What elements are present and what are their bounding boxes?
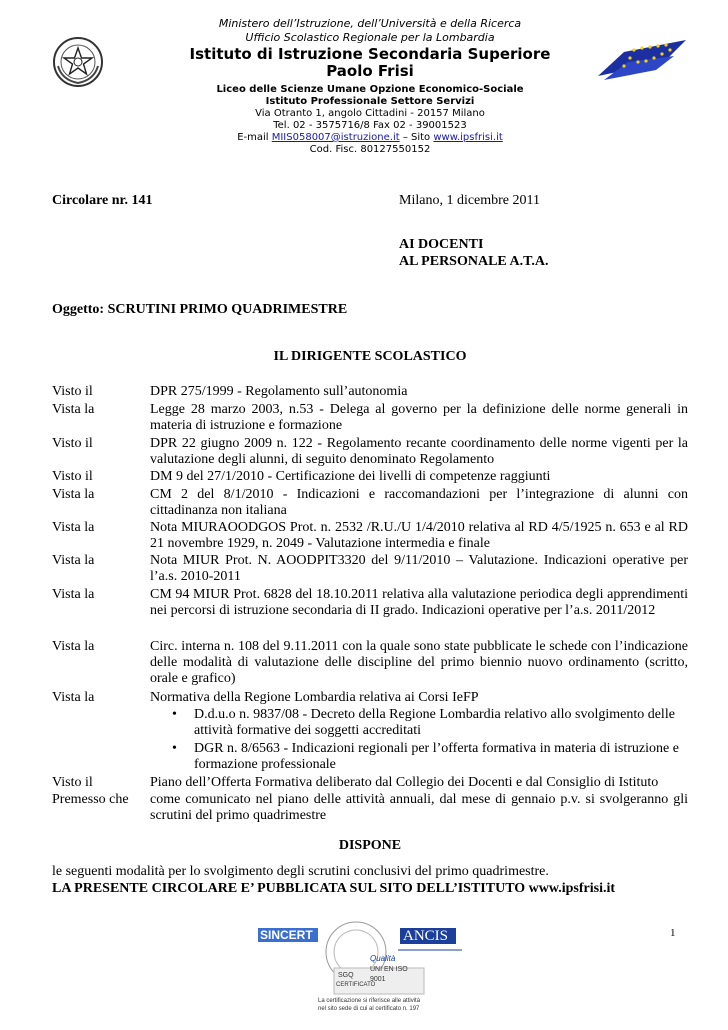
phone-line: Tel. 02 - 3575716/8 Fax 02 - 39001523 [273, 120, 467, 131]
iso-number: 9001 [370, 976, 386, 983]
entry-text: CM 2 del 8/1/2010 - Indicazioni e raccomandazioni per l’integrazione di alunni con cittadinanza non italiana [150, 487, 688, 518]
italian-republic-emblem-icon [52, 36, 104, 88]
uni-iso-label: UNI EN ISO [370, 966, 408, 973]
entry-label: Visto il [52, 436, 93, 451]
entry-text: DM 9 del 27/1/2010 - Certificazione dei livelli di competenze raggiunti [150, 469, 551, 484]
recipient-teachers: AI DOCENTI [399, 237, 484, 252]
quality-label: Qualità [370, 954, 396, 963]
institute-name: Istituto di Istruzione Secondaria Superiore [189, 45, 551, 63]
entry-label: Vista la [52, 639, 95, 654]
recipient-ata-staff: AL PERSONALE A.T.A. [399, 254, 549, 269]
entry-text: Piano dell’Offerta Formativa deliberato dal Collegio dei Docenti e dal Consiglio di Istituto [150, 775, 659, 790]
certification-note-2: nel sito sede di cui al certificato n. 197 [318, 1006, 420, 1012]
dispone-heading: DISPONE [338, 838, 402, 853]
entry-label: Premesso che [52, 792, 129, 807]
entry-text: come comunicato nel piano delle attività annuali, dal mese di gennaio p.v. si svolgeranno gli scrutini del primo quadrimestre [150, 792, 688, 823]
principal-heading: IL DIRIGENTE SCOLASTICO [273, 349, 467, 364]
entry-label: Vista la [52, 690, 95, 705]
entry-label: Vista la [52, 587, 95, 602]
address-line: Via Otranto 1, angolo Cittadini - 20157 Milano [255, 108, 485, 119]
professional-institute-line: Istituto Professionale Settore Servizi [265, 96, 475, 107]
sgq-label: SGQ [338, 972, 354, 979]
entry-label: Visto il [52, 775, 93, 790]
entry-label: Vista la [52, 402, 95, 417]
school-name: Paolo Frisi [326, 62, 414, 80]
entry-label: Vista la [52, 487, 95, 502]
sincert-label: SINCERT [260, 928, 313, 942]
bullet-icon: • [172, 741, 177, 756]
page-number: 1 [670, 927, 676, 939]
european-union-logo-icon [594, 36, 694, 84]
liceo-line: Liceo delle Scienze Umane Opzione Economico-Sociale [216, 84, 524, 95]
website-link[interactable]: www.ipsfrisi.it [433, 132, 503, 143]
entry-text: Nota MIURAOODGOS Prot. n. 2532 /R.U./U 1/4/2010 relativa al RD 4/5/1925 n. 653 e al RD 21 novembre 1929, n. 2049 - Valutazione intermedia e finale [150, 520, 688, 551]
email-label: E-mail [237, 132, 272, 143]
certified-label: CERTIFICATO [336, 982, 376, 988]
bullet-text: DGR n. 8/6563 - Indicazioni regionali per l’offerta formativa in materia di istruzione e formazione professionale [194, 741, 679, 772]
closing-text: le seguenti modalità per lo svolgimento degli scrutini conclusivi del primo quadrimestre. [52, 864, 549, 879]
ancis-label: ANCIS [403, 928, 449, 944]
certification-note-1: La certificazione si riferisce alle attività [318, 998, 421, 1004]
ministry-line: Ministero dell’Istruzione, dell’Università e della Ricerca [218, 17, 522, 30]
entry-text: Nota MIUR Prot. N. AOODPIT3320 del 9/11/2010 – Valutazione. Indicazioni operative per l’a.s. 2010-2011 [150, 553, 688, 584]
entry-text: DPR 22 giugno 2009 n. 122 - Regolamento recante coordinamento delle norme vigenti per la valutazione degli alunni, di seguito denominato Regolamento [150, 436, 688, 467]
email-link[interactable]: MIIS058007@istruzione.it [271, 132, 400, 143]
regional-office-line: Ufficio Scolastico Regionale per la Lombardia [245, 31, 495, 44]
entry-label: Vista la [52, 520, 95, 535]
publication-notice: LA PRESENTE CIRCOLARE E’ PUBBLICATA SUL SITO DELL’ISTITUTO www.ipsfrisi.it [52, 881, 616, 896]
entry-label: Vista la [52, 553, 95, 568]
entry-text: DPR 275/1999 - Regolamento sull’autonomia [150, 384, 408, 399]
bullet-icon: • [172, 707, 177, 722]
tax-code-line: Cod. Fisc. 80127550152 [309, 144, 431, 155]
entry-label: Visto il [52, 469, 93, 484]
contact-line [150, 132, 590, 144]
entry-text: Normativa della Regione Lombardia relativa ai Corsi IeFP [150, 690, 479, 705]
certification-logos [258, 920, 468, 1020]
document-date: Milano, 1 dicembre 2011 [399, 193, 541, 208]
bullet-text: D.d.u.o n. 9837/08 - Decreto della Regione Lombardia relativo allo svolgimento delle attività formative dei soggetti accreditati [194, 707, 675, 738]
circular-number: Circolare nr. 141 [52, 193, 153, 208]
entry-text: CM 94 MIUR Prot. 6828 del 18.10.2011 relativa alla valutazione periodica degli apprendimenti nei percorsi di istruzione secondaria di II grado. Indicazioni operative per l’a.s. 2011/2012 [150, 587, 688, 618]
entry-text: Legge 28 marzo 2003, n.53 - Delega al governo per la definizione delle norme generali in materia di istruzione e formazione [150, 402, 688, 433]
subject-line: Oggetto: SCRUTINI PRIMO QUADRIMESTRE [52, 302, 348, 317]
entry-label: Visto il [52, 384, 93, 399]
site-label: – Sito [399, 132, 434, 143]
entry-text: Circ. interna n. 108 del 9.11.2011 con la quale sono state pubblicate le schede con l’indicazione delle modalità di valutazione delle discipline del primo biennio nuovo ordinamento (scritto, orale e grafico) [150, 639, 688, 686]
